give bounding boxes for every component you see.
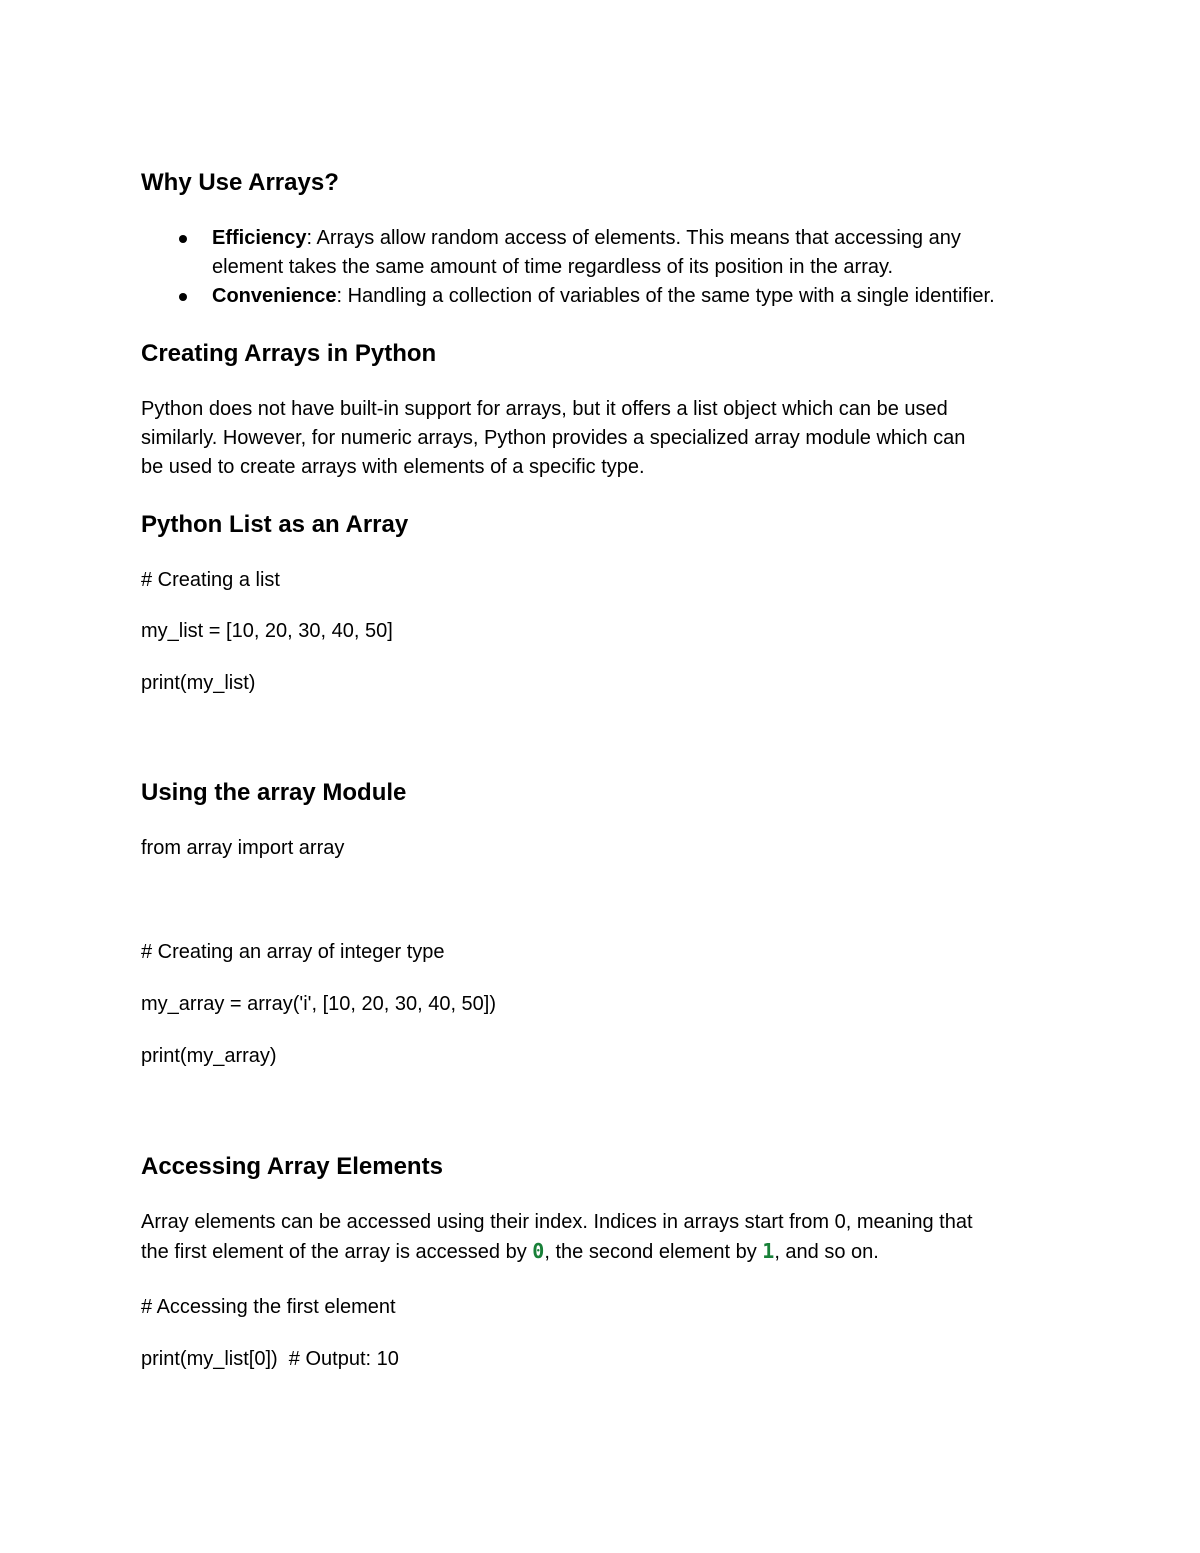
- list-item-convenience: [141, 282, 1071, 311]
- heading-why-use-arrays: Why Use Arrays?: [141, 169, 339, 196]
- term-convenience: Convenience: [212, 285, 337, 307]
- code-line-comment-array: # Creating an array of integer type: [141, 941, 445, 963]
- benefits-list: [141, 224, 1071, 311]
- inline-code-one: 1: [762, 1239, 775, 1263]
- code-line-my-list: my_list = [10, 20, 30, 40, 50]: [141, 620, 393, 642]
- heading-accessing-elements: Accessing Array Elements: [141, 1153, 443, 1180]
- accessing-line-2a: the first element of the array is accessed by: [141, 1241, 533, 1263]
- creating-paragraph: [141, 395, 965, 482]
- convenience-text: : Handling a collection of variables of the same type with a single identifier.: [336, 285, 995, 307]
- code-line-print-first: print(my_list[0]) # Output: 10: [141, 1348, 399, 1370]
- creating-line-3: be used to create arrays with elements of a specific type.: [141, 456, 645, 478]
- accessing-line-2b: , the second element by: [544, 1241, 763, 1263]
- accessing-paragraph: [141, 1208, 973, 1267]
- heading-python-list: Python List as an Array: [141, 511, 409, 538]
- efficiency-line-2: element takes the same amount of time regardless of its position in the array.: [212, 256, 894, 278]
- bullet-icon: [179, 235, 187, 243]
- accessing-line-2c: , and so on.: [774, 1241, 879, 1263]
- term-efficiency: Efficiency: [212, 227, 307, 249]
- code-line-print-list: print(my_list): [141, 672, 256, 694]
- bullet-icon: [179, 293, 187, 301]
- creating-line-1: Python does not have built-in support for arrays, but it offers a list object which can be used: [141, 398, 948, 420]
- code-line-print-array: print(my_array): [141, 1045, 277, 1067]
- code-line-import: from array import array: [141, 837, 345, 859]
- list-item-efficiency: [141, 224, 1071, 282]
- inline-code-zero: 0: [532, 1239, 545, 1263]
- heading-array-module: Using the array Module: [141, 779, 407, 806]
- efficiency-line-1: : Arrays allow random access of elements. This means that accessing any: [306, 227, 961, 249]
- creating-line-2: similarly. However, for numeric arrays, Python provides a specialized array module which can: [141, 427, 966, 449]
- heading-creating-arrays: Creating Arrays in Python: [141, 340, 437, 367]
- code-line-comment-list: # Creating a list: [141, 569, 280, 591]
- accessing-line-1: Array elements can be accessed using their index. Indices in arrays start from 0, meaning that: [141, 1211, 973, 1233]
- code-line-my-array: my_array = array('i', [10, 20, 30, 40, 50]): [141, 993, 497, 1015]
- code-line-comment-access: # Accessing the first element: [141, 1296, 396, 1318]
